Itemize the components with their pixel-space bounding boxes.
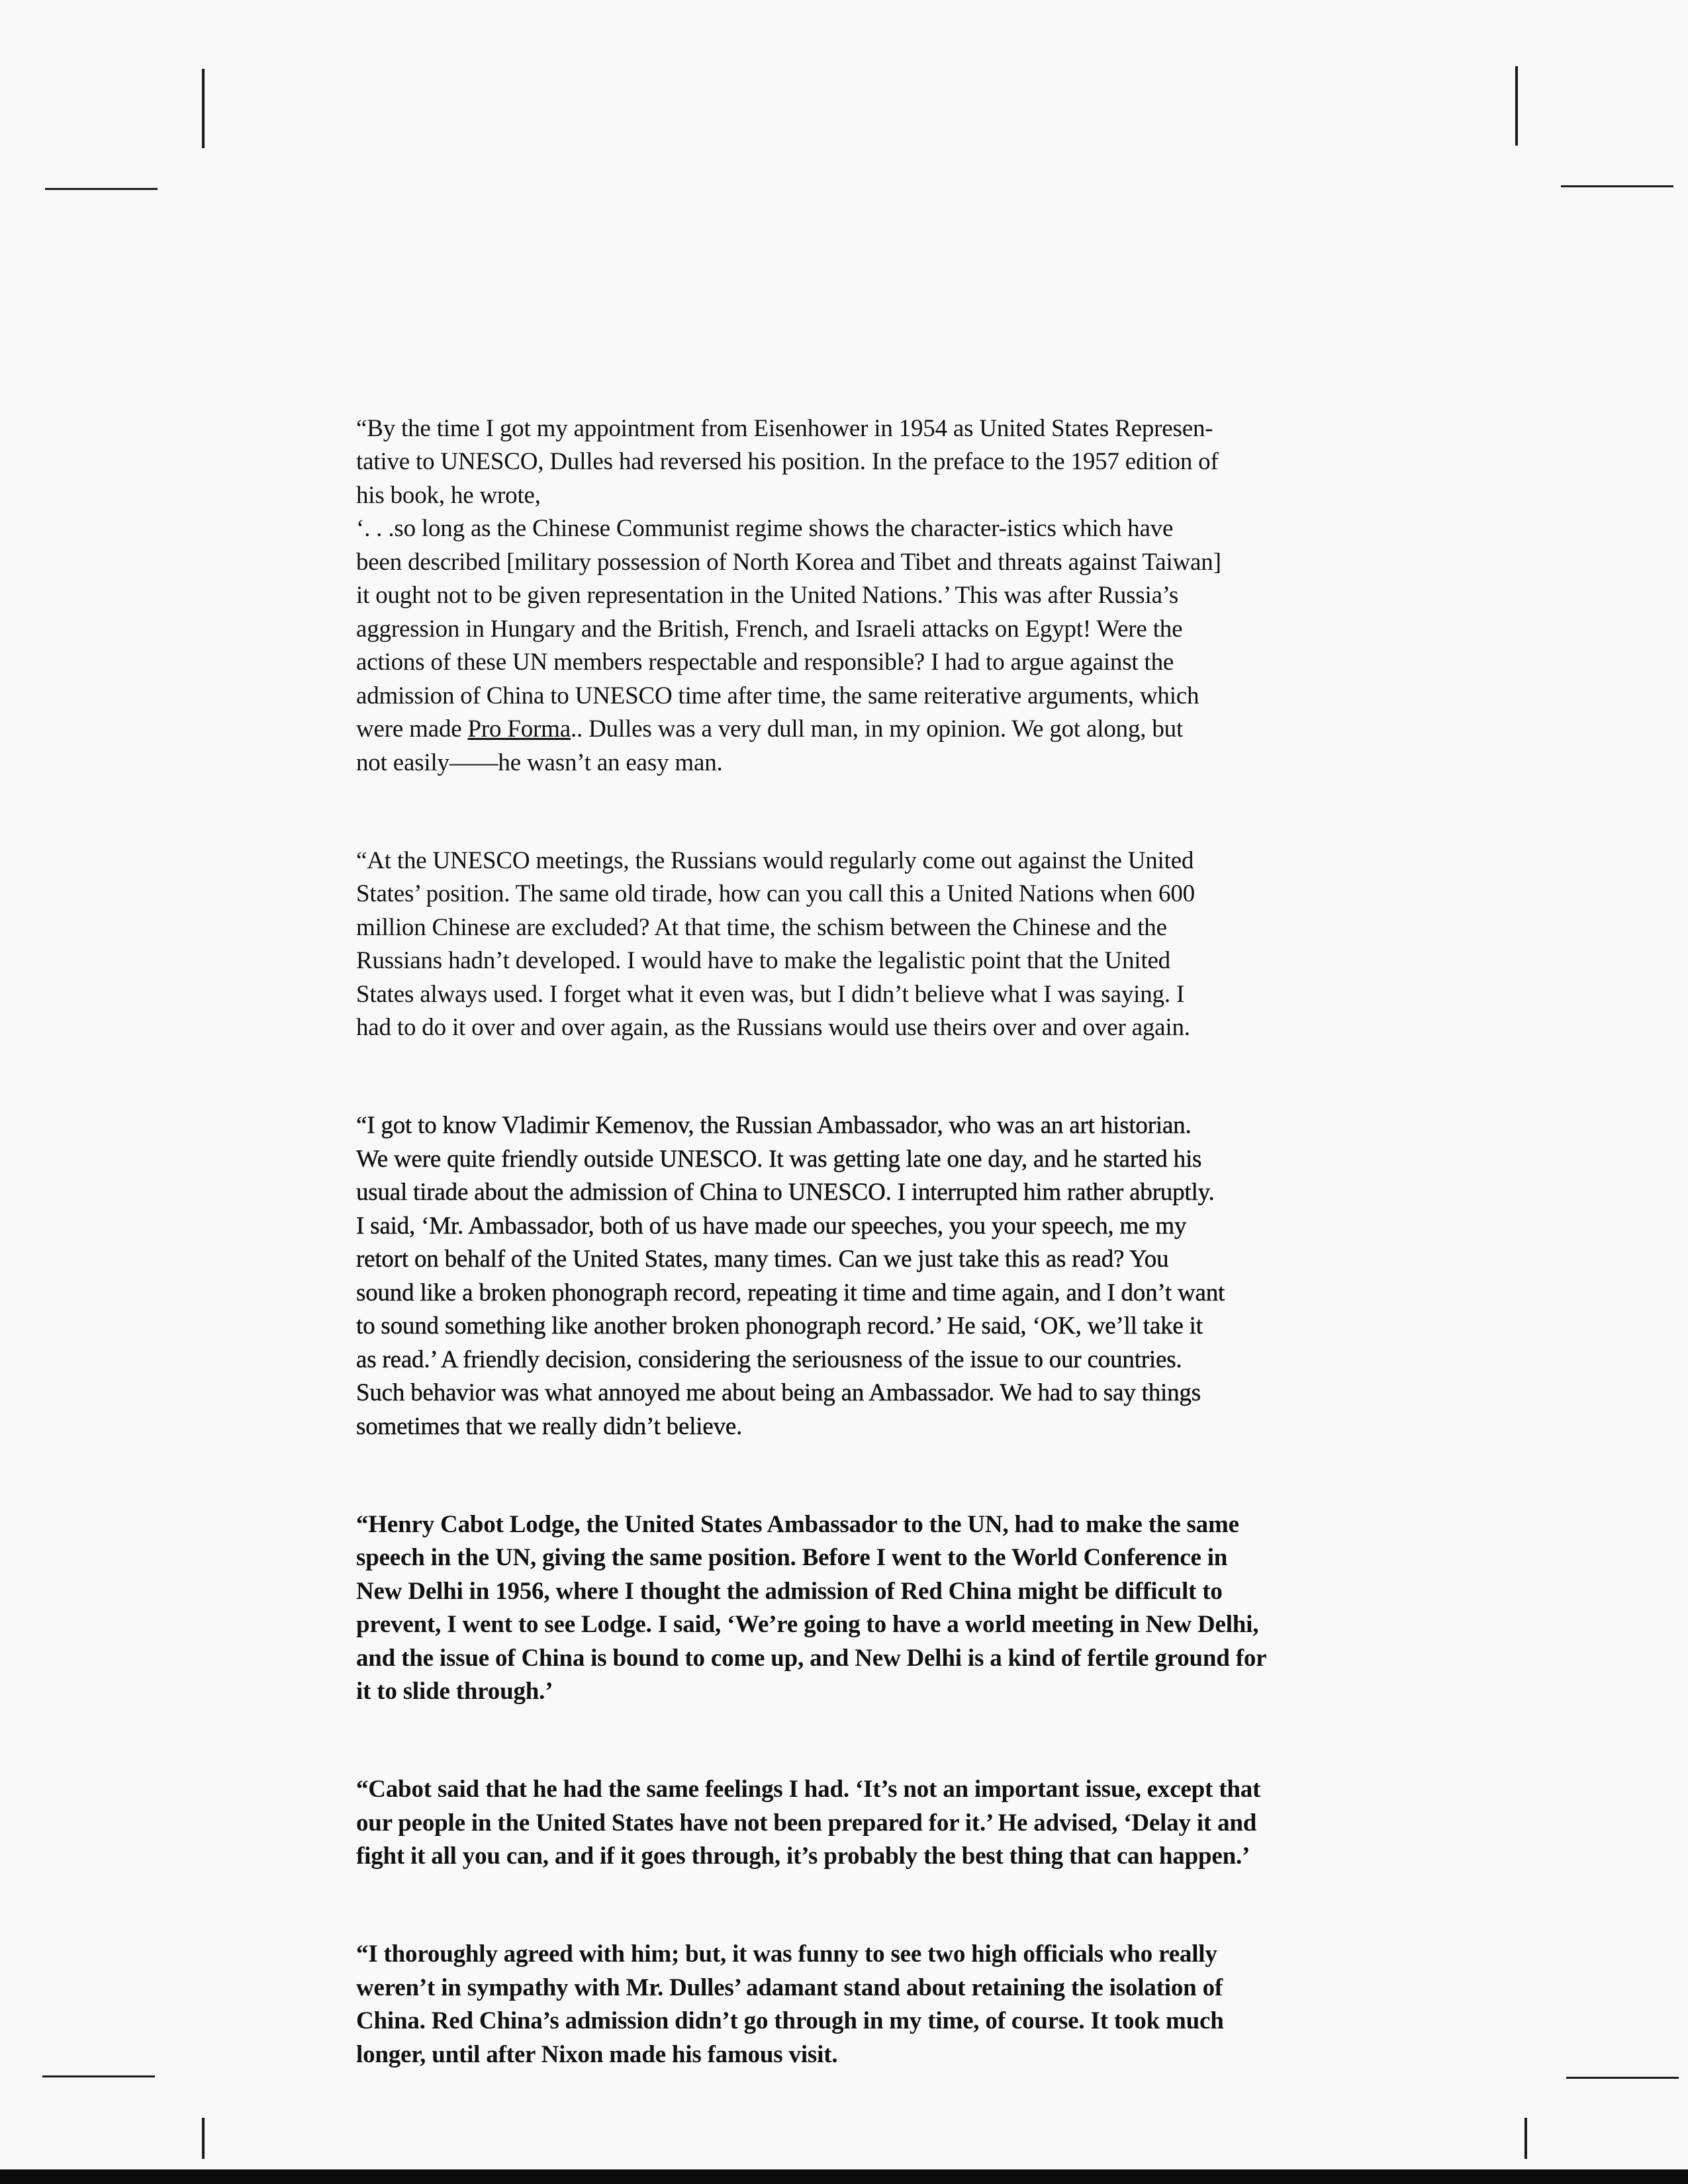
paragraph-1-text-before-link: “By the time I got my appointment from Eisenhower in 1954 as United States Represen- tative to UNESCO, Dulles had reversed his position. In the preface to the 1957 edition of his book, he wrote, ‘. . .so long as the Chinese Communist regime shows the character-istics which have been described [military possession of North Korea and Tibet and threats against Taiwan] it ought not to be given representation in the United Nations.’ This was after Russia’s aggression in Hungary and the British, French, and Israeli attacks on Egypt! Were the actions of these UN members respectable and responsible? I had to argue against the admission of China to UNESCO time after time, the same reiterative arguments, which were made — [356, 414, 1221, 743]
pro-forma-underlined-text: Pro Forma — [467, 715, 571, 743]
crop-mark-top-left-vertical — [202, 69, 205, 148]
paragraph-6: “I thoroughly agreed with him; but, it was funny to see two high officials who really weren’t in sympathy with Mr. Dulles’ adamant stand about retaining the isolation of China. Red China’s admission didn’t go through in my time, of course. It took much longer, until after Nixon made his famous visit. — [356, 1940, 1224, 2068]
crop-mark-bottom-right-horizontal — [1566, 2077, 1679, 2079]
paragraph-1-text-after-link: .. Dulles was a very dull man, in my opinion. We got along, but not easily——he wasn’t an easy man. — [356, 715, 1184, 776]
paragraph-2: “At the UNESCO meetings, the Russians would regularly come out against the United States’ position. The same old tirade, how can you call this a United Nations when 600 million Chinese are excluded? At that time, the schism between the Chinese and the Russians hadn’t developed. I would have to make the legalistic point that the United States always used. I forget what it even was, but I didn’t believe what I was saying. I had to do it over and over again, as the Russians would use theirs over and over again. — [356, 846, 1195, 1041]
crop-mark-top-left-horizontal — [45, 188, 158, 190]
paragraph-4: “Henry Cabot Lodge, the United States Ambassador to the UN, had to make the same speech in the UN, giving the same position. Before I went to the World Conference in New Delhi in 1956, where I thought the admission of Red China might be difficult to prevent, I went to see Lodge. I said, ‘We’re going to have a world meeting in New Delhi, and the issue of China is bound to come up, and New Delhi is a kind of fertile ground for it to slide through.’ — [356, 1510, 1267, 1705]
document-body — [356, 379, 1376, 2136]
paragraph-5: “Cabot said that he had the same feelings I had. ‘It’s not an important issue, except that our people in the United States have not been prepared for it.’ He advised, ‘Delay it and fight it all you can, and if it goes through, it’s probably the best thing that can happen.’ — [356, 1776, 1261, 1870]
paragraph-1 — [356, 412, 1376, 780]
paragraph-3: “I got to know Vladimir Kemenov, the Russian Ambassador, who was an art historian. We were quite friendly outside UNESCO. It was getting late one day, and he started his usual tirade about the admission of China to UNESCO. I interrupted him rather abruptly. I said, ‘Mr. Ambassador, both of us have made our speeches, you your speech, me my retort on behalf of the United States, many times. Can we just take this as read? You sound like a broken phonograph record, repeating it time and time again, and I don’t want to sound something like another broken phonograph record.’ He said, ‘OK, we’ll take it as read.’ A friendly decision, considering the seriousness of the issue to our countries. Such behavior was what annoyed me about being an Ambassador. We had to say things sometimes that we really didn’t believe. — [356, 1112, 1225, 1440]
crop-mark-bottom-right-vertical — [1524, 2118, 1527, 2159]
crop-mark-top-right-horizontal — [1561, 185, 1673, 187]
crop-mark-bottom-left-horizontal — [42, 2075, 155, 2077]
crop-mark-top-right-vertical — [1515, 66, 1518, 146]
scan-bottom-edge — [0, 2169, 1688, 2184]
crop-mark-bottom-left-vertical — [202, 2118, 205, 2159]
